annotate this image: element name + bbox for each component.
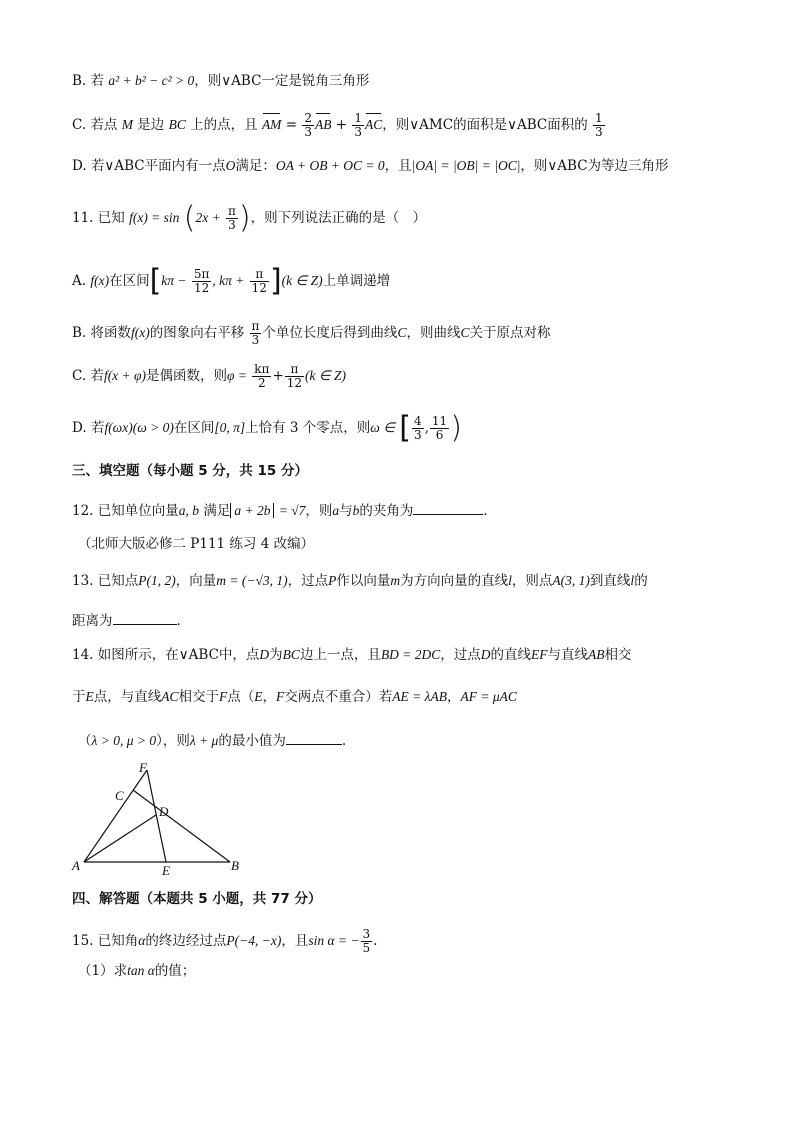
math-var: EF xyxy=(531,647,548,662)
denominator: 3 xyxy=(595,125,603,139)
math-var: l xyxy=(508,573,512,588)
question-11-option-c xyxy=(72,363,346,390)
option-label: D. xyxy=(72,420,87,436)
question-15-part-1 xyxy=(78,962,195,980)
text: 将函数 xyxy=(90,325,132,341)
math-expression: f(x + φ) xyxy=(103,368,146,383)
question-11-option-b xyxy=(72,320,550,347)
math-var: E xyxy=(85,689,94,704)
denominator: 6 xyxy=(435,428,444,442)
math-var: α xyxy=(138,933,146,948)
text: 距离为 xyxy=(72,613,113,629)
math-var: P xyxy=(328,573,337,588)
math-expression: P(1, 2) xyxy=(138,573,176,588)
math-expression: a, b xyxy=(178,503,200,518)
text: ，则∨AMC的面积是∨ABC面积的 xyxy=(382,117,588,133)
text: 与直线 xyxy=(547,647,589,663)
numerator: π xyxy=(227,204,236,218)
math-expression: = √7 xyxy=(278,503,306,518)
text: 的最小值为 xyxy=(218,733,286,749)
math-var: C xyxy=(460,325,470,340)
math-var: BC xyxy=(282,647,300,662)
math-op: = xyxy=(285,117,298,133)
math-expression: m = (−√3, 1) xyxy=(216,573,288,588)
numerator: 5π xyxy=(193,267,210,281)
math-op: + xyxy=(335,117,348,133)
text: 的夹角为 xyxy=(359,503,414,519)
math-expression: AF = μAC xyxy=(460,689,517,704)
math-var: AB xyxy=(588,647,605,662)
label-f: F xyxy=(139,760,147,775)
text: 个单位长度后得到曲线 xyxy=(262,325,398,341)
triangle-figure xyxy=(70,760,250,875)
text: ，则下列说法正确的是（ ） xyxy=(250,210,427,226)
math-op: + xyxy=(272,368,284,384)
denominator: 5 xyxy=(362,941,371,955)
question-11-option-a xyxy=(72,263,391,299)
option-b xyxy=(72,72,369,90)
text: 边上一点，且 xyxy=(299,647,381,663)
question-15 xyxy=(72,928,377,955)
text: 是偶函数，则 xyxy=(146,368,227,384)
text: 交两点不重合）若 xyxy=(284,689,393,705)
vector-ac: AC xyxy=(365,117,383,132)
segment-cb xyxy=(133,790,230,862)
text: 于 xyxy=(72,689,86,705)
text: 已知 xyxy=(97,210,125,226)
option-label: A. xyxy=(72,273,87,289)
math-expression: λ > 0, μ > 0 xyxy=(91,733,157,748)
math-var: C xyxy=(397,325,407,340)
label-a: A xyxy=(72,858,80,873)
text: ，则∨ABC一定是锐角三角形 xyxy=(194,73,370,89)
option-label: B. xyxy=(72,73,87,89)
denominator: 2 xyxy=(258,376,266,390)
text: ，向量 xyxy=(175,573,217,589)
math-var: M xyxy=(121,117,133,132)
text: 若 xyxy=(90,420,105,436)
text: ，过点 xyxy=(440,647,481,663)
text: 若 xyxy=(90,368,104,384)
math-var: a xyxy=(332,503,340,518)
option-label: D. xyxy=(72,158,87,174)
math-expression: tan α xyxy=(127,963,155,978)
text: ，且 xyxy=(384,158,412,174)
math-expression: 2x + xyxy=(195,210,221,225)
math-var: D xyxy=(480,647,491,662)
text: ， xyxy=(262,689,277,705)
numerator: kπ xyxy=(254,362,270,376)
text: ），则 xyxy=(156,733,190,749)
question-11-option-d: D. 若f(ωx)(ω > 0)在区间[0, π]上恰有 3 个零点，则ω ∈ [ $\frac{4}{3}$ , $\frac{11}{6}$ ) xyxy=(72,410,462,446)
fraction xyxy=(252,363,271,390)
math-var: O xyxy=(225,158,236,173)
text: 在区间 xyxy=(173,420,215,436)
math-expression: [0, π] xyxy=(214,420,246,435)
math-var: E xyxy=(254,689,263,704)
vector-ab: AB xyxy=(314,117,332,132)
denominator: 3 xyxy=(251,333,260,347)
bracket: ] xyxy=(269,263,282,299)
text: ， xyxy=(446,689,461,705)
text: . xyxy=(176,613,181,629)
question-number: 15. xyxy=(72,933,94,949)
math-expression: A(3, 1) xyxy=(552,573,590,588)
denominator: 3 xyxy=(413,428,422,442)
text: 满足： xyxy=(235,158,276,174)
bracket: [ xyxy=(399,410,411,446)
source-note: （北师大版必修二 P111 练习 4 改编） xyxy=(78,536,315,552)
math-var: b xyxy=(352,503,360,518)
math-expression: f(ωx)(ω > 0) xyxy=(104,420,174,435)
text: 上的点，且 xyxy=(190,117,258,133)
paren: ( xyxy=(183,200,196,236)
fraction xyxy=(593,112,605,139)
text: 上恰有 3 个零点，则 xyxy=(245,420,371,436)
fraction xyxy=(226,205,238,232)
math-var: l xyxy=(630,573,635,588)
text: 已知点 xyxy=(97,573,139,589)
denominator: 12 xyxy=(286,376,303,390)
text: 已知单位向量 xyxy=(97,503,179,519)
text: （1）求 xyxy=(78,963,128,979)
question-number: 14. xyxy=(72,647,94,663)
question-14-line-2 xyxy=(72,688,517,706)
answer-blank xyxy=(113,610,177,625)
question-number: 12. xyxy=(72,503,94,519)
text: 满足 xyxy=(203,503,231,519)
denominator: 12 xyxy=(251,281,267,295)
math-expression: sin α = − xyxy=(308,933,360,948)
question-12 xyxy=(72,500,488,520)
text: ，则点 xyxy=(511,573,553,589)
section-heading-4: 四、解答题（本题共 5 小题，共 77 分） xyxy=(72,891,322,907)
text: . xyxy=(483,503,488,519)
text: 关于原点对称 xyxy=(469,325,551,341)
fraction xyxy=(430,415,449,442)
label-d: D xyxy=(159,804,169,819)
denominator: 3 xyxy=(304,125,312,139)
paren: ) xyxy=(238,200,251,236)
question-number: 11. xyxy=(72,210,94,226)
segment-af xyxy=(84,770,147,862)
text: 若 xyxy=(90,73,105,89)
text: 在区间 xyxy=(109,273,150,289)
fraction xyxy=(192,268,212,295)
text: 的值； xyxy=(154,963,196,979)
math-var: F xyxy=(276,689,285,704)
option-label: B. xyxy=(72,325,87,341)
fraction xyxy=(250,320,262,347)
text: 与 xyxy=(339,503,353,519)
math-expression: (k ∈ Z) xyxy=(305,368,347,383)
math-expression: (k ∈ Z) xyxy=(281,273,323,288)
question-14 xyxy=(72,646,632,664)
numerator: π xyxy=(251,319,260,333)
numerator: 2 xyxy=(304,111,312,125)
numerator: π xyxy=(285,363,304,377)
question-14-line-3 xyxy=(78,730,346,750)
text: 若点 xyxy=(90,117,118,133)
math-expression: |OA| = |OB| = |OC| xyxy=(411,158,521,173)
math-expression: P(−4, −x) xyxy=(226,933,282,948)
text: 为方向向量的直线 xyxy=(400,573,509,589)
math-var: BC xyxy=(168,117,186,132)
math-var: AC xyxy=(161,689,179,704)
text: （ xyxy=(78,733,92,749)
label-e: E xyxy=(162,863,170,875)
text: 为 xyxy=(269,647,283,663)
answer-blank xyxy=(286,730,342,745)
math-expression: f(x) xyxy=(90,273,110,288)
text: 如图所示，在∨ABC中，点 xyxy=(97,647,260,663)
fraction xyxy=(412,415,424,442)
text: 的 xyxy=(634,573,648,589)
question-13-line-2 xyxy=(72,610,181,630)
math-expression: , kπ + xyxy=(212,273,245,288)
math-expression: φ = xyxy=(227,368,247,383)
text: ，过点 xyxy=(287,573,329,589)
text: 作以向量 xyxy=(336,573,391,589)
section-heading-3: 三、填空题（每小题 5 分，共 15 分） xyxy=(72,463,308,479)
option-label: C. xyxy=(72,368,87,384)
text: ，则∨ABC为等边三角形 xyxy=(520,158,669,174)
numerator: 4 xyxy=(413,414,422,428)
math-expression: a + 2b xyxy=(230,503,274,518)
label-c: C xyxy=(115,788,124,803)
math-expression: kπ − xyxy=(161,273,187,288)
option-c xyxy=(72,112,606,139)
text: ，且 xyxy=(281,933,309,949)
denominator: 3 xyxy=(228,218,236,232)
question-13 xyxy=(72,572,648,590)
denominator: 12 xyxy=(193,281,210,295)
math-expression: f(x) xyxy=(131,325,150,340)
math-expression: ω ∈ xyxy=(370,420,395,435)
question-11 xyxy=(72,200,427,236)
text: 的图象向右平移 xyxy=(149,325,245,341)
text: 到直线 xyxy=(589,573,631,589)
fraction xyxy=(361,928,373,955)
vector-am: AM xyxy=(261,117,282,132)
question-number: 13. xyxy=(72,573,94,589)
fraction xyxy=(250,268,269,295)
segment-ad xyxy=(84,815,156,862)
text: ，则曲线 xyxy=(406,325,461,341)
math-expression: λ + μ xyxy=(189,733,219,748)
option-d xyxy=(72,157,669,175)
answer-blank xyxy=(413,500,483,515)
bracket: [ xyxy=(149,263,162,299)
fraction xyxy=(352,112,364,139)
numerator: 1 xyxy=(595,111,603,125)
paren: ) xyxy=(450,410,462,446)
numerator: 1 xyxy=(354,111,363,125)
math-expression: BD = 2DC xyxy=(380,647,441,662)
numerator: 11 xyxy=(431,414,448,428)
text: 已知角 xyxy=(97,933,139,949)
numerator: 3 xyxy=(362,927,371,941)
text: 相交 xyxy=(604,647,632,663)
text: 点（ xyxy=(227,689,255,705)
numerator: π xyxy=(250,268,269,282)
text: 是边 xyxy=(137,117,165,133)
text: 上单调递增 xyxy=(322,273,391,289)
math-var: m xyxy=(390,573,401,588)
fraction xyxy=(302,112,314,139)
math-var: F xyxy=(219,689,228,704)
text: 的终边经过点 xyxy=(145,933,227,949)
math-expression: a² + b² − c² > 0 xyxy=(108,73,195,88)
denominator: 3 xyxy=(354,125,363,139)
math-var: D xyxy=(259,647,270,662)
text: 的直线 xyxy=(490,647,532,663)
text: . xyxy=(341,733,347,749)
text: 点，与直线 xyxy=(93,689,162,705)
option-label: C. xyxy=(72,117,87,133)
text: ，则 xyxy=(305,503,333,519)
text: 若∨ABC平面内有一点 xyxy=(90,158,226,174)
math-expression: OA + OB + OC = 0 xyxy=(275,158,385,173)
label-b: B xyxy=(231,858,239,873)
math-expression: AE = λAB xyxy=(392,689,447,704)
text: 相交于 xyxy=(178,689,220,705)
fraction xyxy=(285,363,304,390)
math-expression: f(x) = sin xyxy=(129,210,180,225)
text: . xyxy=(373,933,378,949)
